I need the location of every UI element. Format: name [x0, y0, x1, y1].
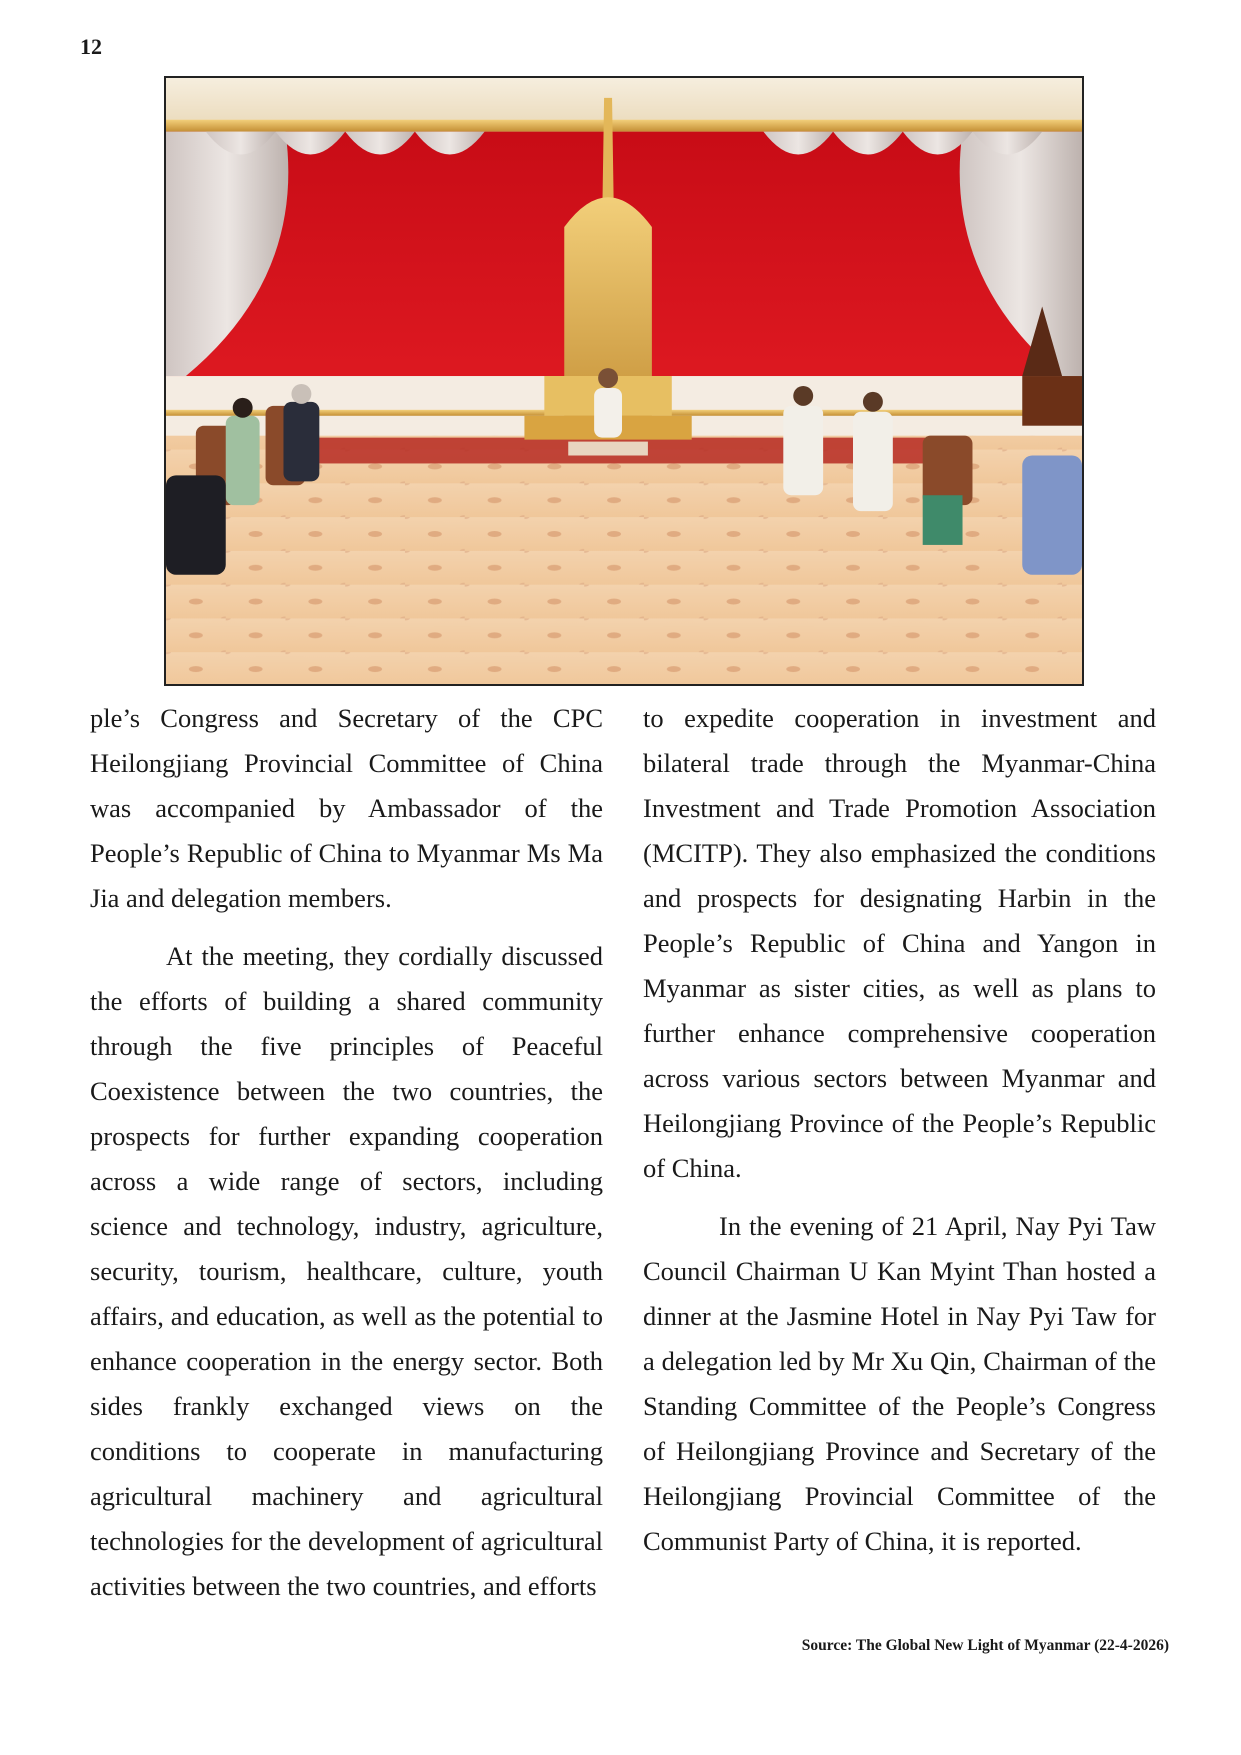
- meeting-photo: [164, 76, 1084, 686]
- article-paragraph: to expedite cooperation in investment and bilateral trade through the Myanmar-China Investment and Trade Promotion Association (MCITP). They also emphasized the conditions and prospects for designating Harbin in the People’s Republic of China and Yangon in Myanmar as sister cities, as well as plans to further enhance comprehensive cooperation across various sectors between Myanmar and Heilongjiang Province of the People’s Republic of China.: [643, 703, 1156, 1183]
- source-credit: Source: The Global New Light of Myanmar (22-4-2026): [801, 1637, 1169, 1654]
- photo-meeting-hall-icon: [166, 78, 1082, 684]
- article-left-column: [90, 696, 603, 1622]
- page-number: 12: [80, 34, 102, 59]
- article-paragraph: At the meeting, they cordially discussed the efforts of building a shared community through the five principles of Peaceful Coexistence between the two countries, the prospects for further expanding cooperation across a wide range of sectors, including science and technology, industry, agriculture, security, tourism, healthcare, culture, youth affairs, and education, as well as the potential to enhance cooperation in the energy sector. Both sides frankly exchanged views on the conditions to cooperate in manufacturing agricultural machinery and agricultural technologies for the development of agricultural activities between the two countries, and efforts: [90, 941, 603, 1601]
- article-right-column: [643, 696, 1156, 1577]
- article-paragraph: In the evening of 21 April, Nay Pyi Taw Council Chairman U Kan Myint Than hosted a dinner at the Jasmine Hotel in Nay Pyi Taw for a delegation led by Mr Xu Qin, Chairman of the Standing Committee of the People’s Congress of Heilongjiang Province and Secretary of the Heilongjiang Provincial Committee of the Communist Party of China, it is reported.: [643, 1211, 1156, 1556]
- article-paragraph: ple’s Congress and Secretary of the CPC Heilongjiang Provincial Committee of China was accompanied by Ambassador of the People’s Republic of China to Myanmar Ms Ma Jia and delegation members.: [90, 703, 603, 913]
